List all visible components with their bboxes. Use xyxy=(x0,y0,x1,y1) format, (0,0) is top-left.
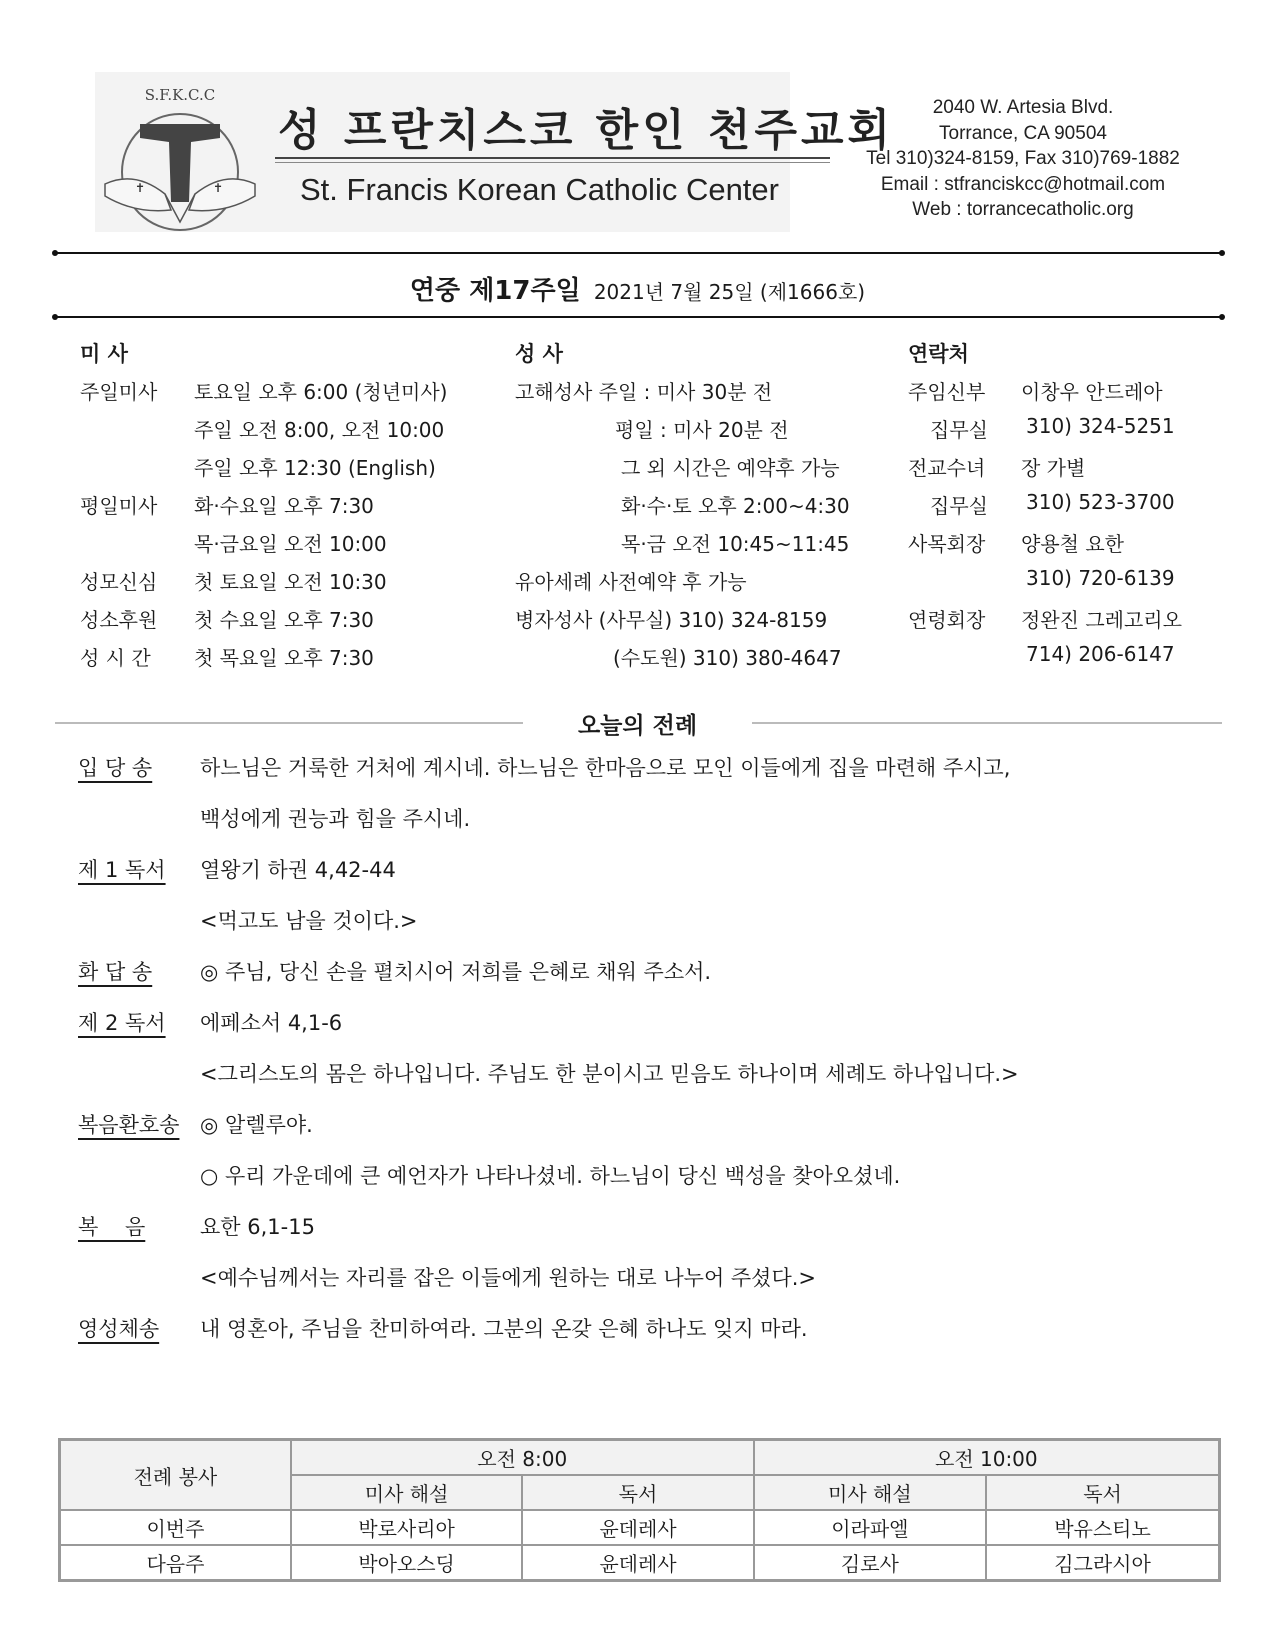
table-cell: 김로사 xyxy=(754,1545,986,1581)
liturgy-title: 오늘의 전례 xyxy=(577,713,698,739)
list-item xyxy=(78,956,1228,1007)
list-item: 주일미사 토요일 오후 6:00 (청년미사) xyxy=(80,380,448,404)
issue-date: 2021년 7월 25일 (제1666호) xyxy=(593,280,866,304)
table-group-header: 오전 8:00 xyxy=(291,1440,754,1476)
list-item xyxy=(78,803,1228,854)
list-item: 고해성사 주일 : 미사 30분 전 xyxy=(515,380,773,404)
liturgy-label: 제 1 독서 xyxy=(78,858,166,882)
list-item: 유아세례 사전예약 후 가능 xyxy=(515,570,747,594)
contact-address-block xyxy=(848,95,1198,223)
table-row xyxy=(60,1440,1220,1476)
liturgy-text: <먹고도 남을 것이다.> xyxy=(200,909,418,933)
table-cell: 이라파엘 xyxy=(754,1510,986,1545)
svg-text:✝: ✝ xyxy=(135,181,146,195)
table-row-header: 이번주 xyxy=(60,1510,291,1545)
list-item: 그 외 시간은 예약후 가능 xyxy=(621,456,840,480)
list-item: 병자성사 (사무실) 310) 324-8159 xyxy=(515,608,828,632)
liturgy-text: 열왕기 하권 4,42-44 xyxy=(200,858,396,882)
title-divider-thin xyxy=(275,162,830,163)
list-item: 목·금 오전 10:45~11:45 xyxy=(621,532,850,556)
liturgy-text: 에페소서 4,1-6 xyxy=(200,1011,343,1035)
table-cell: 박유스티노 xyxy=(986,1510,1219,1545)
list-item xyxy=(78,854,1228,905)
liturgy-text: <그리스도의 몸은 하나입니다. 주님도 한 분이시고 믿음도 하나이며 세례도 하나입니다.> xyxy=(200,1062,1019,1086)
table-group-header: 오전 10:00 xyxy=(754,1440,1220,1476)
logo-text: S.F.K.C.C xyxy=(144,86,216,104)
list-item xyxy=(78,1058,1228,1109)
list-item: 성 시 간 첫 목요일 오후 7:30 xyxy=(80,646,374,670)
liturgy-text: ◎ 알렐루야. xyxy=(200,1113,313,1137)
table-column-header: 독서 xyxy=(522,1475,753,1510)
liturgy-text: <예수님께서는 자리를 잡은 이들에게 원하는 대로 나누어 주셨다.> xyxy=(200,1266,817,1290)
mass-heading: 미 사 xyxy=(80,342,128,366)
contacts-heading: 연락처 xyxy=(908,342,969,366)
list-item: 전교수녀 장 가별 xyxy=(908,456,1086,480)
liturgy-label: 복 음 xyxy=(78,1215,146,1239)
liturgy-text: 하느님은 거룩한 거처에 계시네. 하느님은 한마음으로 모인 이들에게 집을 마련해 주시고, xyxy=(200,756,1011,780)
liturgy-text: ○ 우리 가운데에 큰 예언자가 나타나셨네. 하느님이 당신 백성을 찾아오셨네. xyxy=(200,1164,901,1188)
list-item xyxy=(78,1160,1228,1211)
list-item xyxy=(78,1211,1228,1262)
list-item: 성소후원 첫 수요일 오후 7:30 xyxy=(80,608,374,632)
list-item: 평일미사 화·수요일 오후 7:30 xyxy=(80,494,374,518)
top-rule xyxy=(55,252,1222,254)
svg-text:✝: ✝ xyxy=(213,181,224,195)
table-cell: 박로사리아 xyxy=(291,1510,522,1545)
contacts-list xyxy=(908,338,1223,680)
liturgy-text: 백성에게 권능과 힘을 주시네. xyxy=(200,807,471,831)
list-item xyxy=(78,1109,1228,1160)
list-item: 집무실 310) 523-3700 xyxy=(930,490,1175,518)
list-item: 목·금요일 오전 10:00 xyxy=(194,532,387,556)
table-cell: 박아오스딩 xyxy=(291,1545,522,1581)
list-item xyxy=(78,1262,1228,1313)
table-row xyxy=(60,1510,1220,1545)
list-item: 집무실 310) 324-5251 xyxy=(930,414,1175,442)
sacraments-heading: 성 사 xyxy=(515,342,563,366)
list-item: 화·수·토 오후 2:00~4:30 xyxy=(621,494,850,518)
church-logo xyxy=(95,72,265,232)
address-line: 2040 W. Artesia Blvd. xyxy=(932,97,1114,118)
liturgy-label: 화 답 송 xyxy=(78,960,153,984)
table-column-header: 미사 해설 xyxy=(291,1475,522,1510)
liturgy-label: 영성체송 xyxy=(78,1317,160,1341)
table-cell: 윤데레사 xyxy=(522,1510,753,1545)
address-line: Torrance, CA 90504 xyxy=(939,122,1107,144)
list-item: 주임신부 이창우 안드레아 xyxy=(908,380,1163,404)
liturgy-list xyxy=(78,752,1228,1364)
list-item: 연령회장 정완진 그레고리오 xyxy=(908,608,1182,632)
table-cell: 김그라시아 xyxy=(986,1545,1219,1581)
liturgy-label: 복음환호송 xyxy=(78,1113,180,1137)
liturgy-text: 내 영혼아, 주님을 찬미하여라. 그분의 온갖 은혜 하나도 잊지 마라. xyxy=(200,1317,808,1341)
table-cell: 윤데레사 xyxy=(522,1545,753,1581)
issue-title: 연중 제17주일 xyxy=(409,276,581,306)
list-item xyxy=(78,905,1228,956)
web-line: Web : torrancecatholic.org xyxy=(912,199,1134,220)
list-item: 평일 : 미사 20분 전 xyxy=(615,418,789,442)
church-name-ko: 성 프란치스코 한인 천주교회 xyxy=(278,105,895,156)
phone-line: Tel 310)324-8159, Fax 310)769-1882 xyxy=(866,148,1180,169)
table-row xyxy=(60,1545,1220,1581)
table-column-header: 독서 xyxy=(986,1475,1219,1510)
liturgy-label: 입 당 송 xyxy=(78,756,153,780)
list-item: 714) 206-6147 xyxy=(1026,642,1175,666)
service-roster-table xyxy=(58,1438,1221,1582)
issue-heading xyxy=(0,270,1275,307)
liturgy-text: ◎ 주님, 당신 손을 펼치시어 저희를 은혜로 채워 주소서. xyxy=(200,960,712,984)
list-item xyxy=(78,752,1228,803)
list-item: 주일 오후 12:30 (English) xyxy=(194,456,436,480)
bottom-rule xyxy=(55,316,1222,318)
list-item: 성모신심 첫 토요일 오전 10:30 xyxy=(80,570,387,594)
list-item xyxy=(78,1313,1228,1364)
list-item xyxy=(78,1007,1228,1058)
title-divider xyxy=(275,157,830,159)
sacraments-schedule xyxy=(515,338,885,680)
list-item: (수도원) 310) 380-4647 xyxy=(613,646,842,670)
list-item: 310) 720-6139 xyxy=(1026,566,1175,590)
mass-schedule xyxy=(80,338,500,680)
email-line: Email : stfranciskcc@hotmail.com xyxy=(880,173,1166,195)
table-column-header: 미사 해설 xyxy=(754,1475,986,1510)
table-corner-header: 전례 봉사 xyxy=(60,1440,291,1511)
liturgy-label: 제 2 독서 xyxy=(78,1011,166,1035)
list-item: 사목회장 양용철 요한 xyxy=(908,532,1124,556)
table-row-header: 다음주 xyxy=(60,1545,291,1581)
list-item: 주일 오전 8:00, 오전 10:00 xyxy=(194,418,445,442)
liturgy-text: 요한 6,1-15 xyxy=(200,1215,315,1239)
church-name-en: St. Francis Korean Catholic Center xyxy=(300,172,779,207)
